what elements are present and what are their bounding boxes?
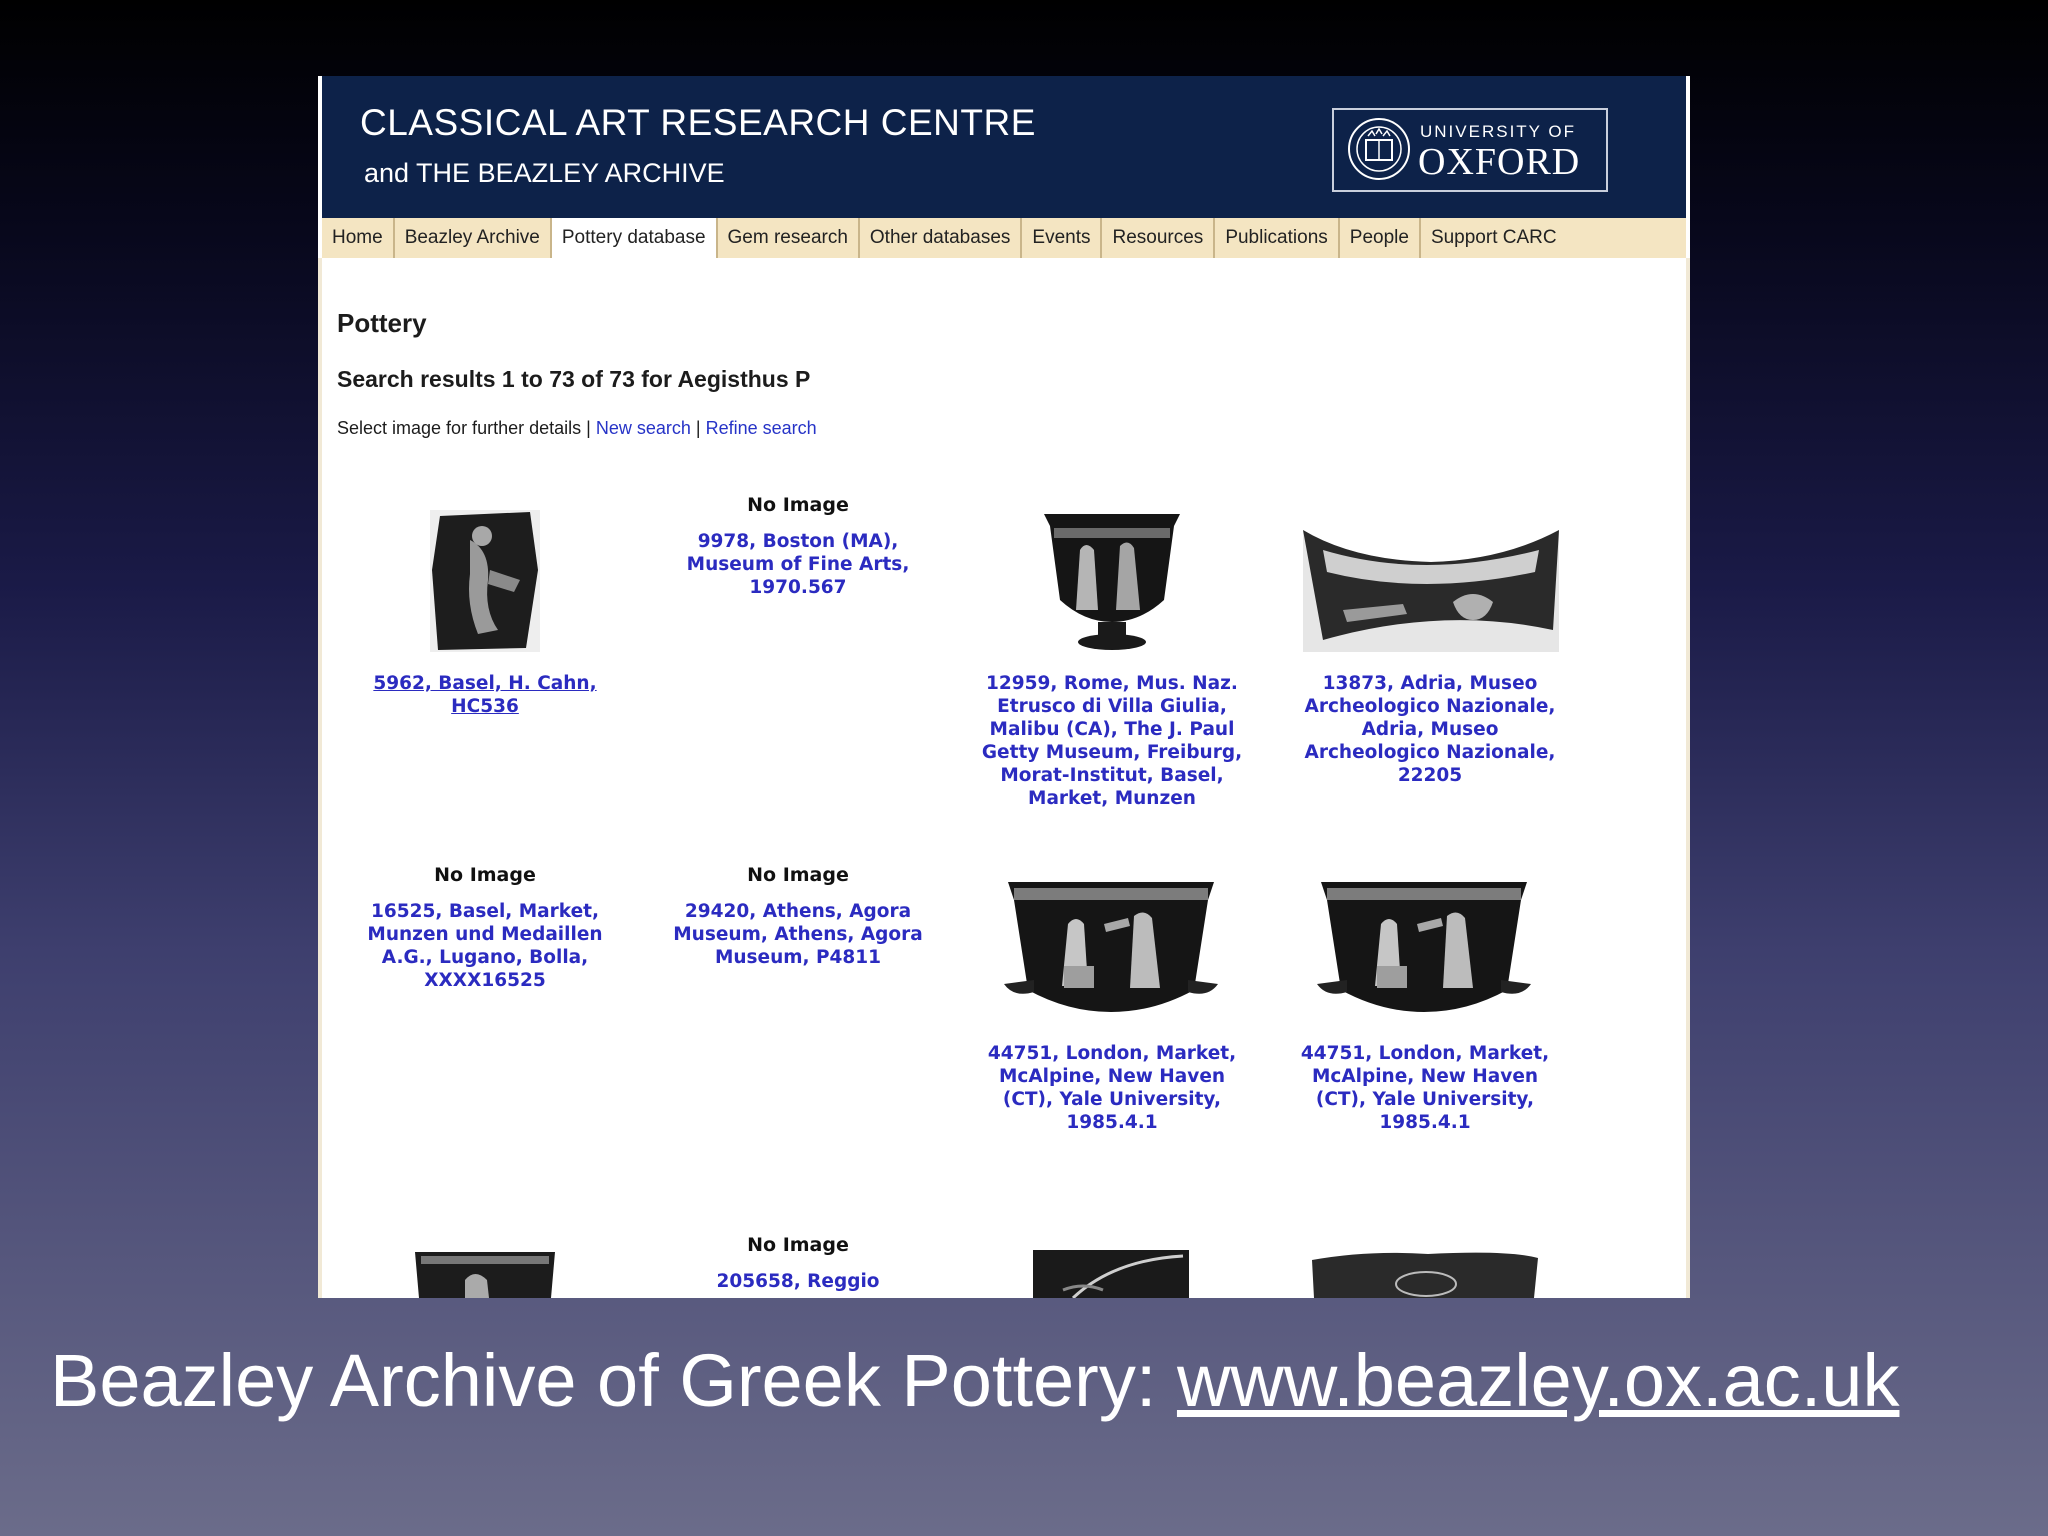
no-image-label: No Image bbox=[747, 494, 849, 516]
refine-search-link[interactable]: Refine search bbox=[705, 418, 817, 438]
result-cell bbox=[667, 494, 929, 599]
fragment-rim-image bbox=[1303, 510, 1559, 652]
site-banner bbox=[322, 76, 1686, 218]
site-title[interactable]: CLASSICAL ART RESEARCH CENTRE bbox=[360, 102, 1036, 143]
result-thumbnail[interactable] bbox=[415, 1250, 555, 1298]
separator: | bbox=[695, 418, 701, 438]
result-thumbnail[interactable] bbox=[1004, 880, 1218, 1022]
results-heading: Search results 1 to 73 of 73 for Aegisthus P bbox=[337, 366, 811, 392]
logo-oxford: OXFORD bbox=[1418, 141, 1581, 183]
site-subtitle: and THE BEAZLEY ARCHIVE bbox=[364, 158, 725, 188]
nav-support-carc[interactable]: Support CARC bbox=[1430, 227, 1557, 248]
result-thumbnail[interactable] bbox=[1308, 1250, 1542, 1298]
oxford-logo[interactable] bbox=[1332, 108, 1608, 192]
result-thumbnail[interactable] bbox=[1033, 1250, 1189, 1298]
result-cell bbox=[1294, 1042, 1556, 1134]
browser-screenshot bbox=[318, 76, 1690, 1298]
page-border-left bbox=[318, 258, 322, 1298]
page-border-right bbox=[1686, 258, 1690, 1298]
result-cell bbox=[981, 1042, 1243, 1134]
oxford-crest-icon bbox=[1346, 116, 1412, 182]
slide-caption bbox=[50, 1338, 1899, 1423]
result-link[interactable]: 16525, Basel, Market, Munzen und Medaillen A.G., Lugano, Bolla, XXXX16525 bbox=[367, 901, 603, 991]
result-cell bbox=[667, 864, 929, 969]
result-thumbnail[interactable] bbox=[1303, 510, 1559, 652]
nav-gem-research[interactable]: Gem research bbox=[718, 218, 860, 258]
separator: | bbox=[586, 418, 591, 438]
nav-events[interactable]: Events bbox=[1022, 218, 1102, 258]
result-cell bbox=[1299, 672, 1561, 787]
fragment-image bbox=[1308, 1250, 1542, 1298]
result-link[interactable]: 205658, Reggio bbox=[716, 1271, 880, 1292]
no-image-label: No Image bbox=[747, 864, 849, 886]
result-link[interactable]: 13873, Adria, Museo Archeologico Nazionale, Adria, Museo Archeologico Nazionale, 22205 bbox=[1304, 673, 1556, 786]
nav-beazley-archive[interactable]: Beazley Archive bbox=[395, 218, 552, 258]
result-cell bbox=[354, 672, 616, 718]
result-thumbnail[interactable] bbox=[430, 510, 540, 652]
result-thumbnail[interactable] bbox=[1040, 510, 1184, 652]
nav-people[interactable]: People bbox=[1340, 218, 1421, 258]
krater-image bbox=[1040, 510, 1184, 652]
result-link[interactable]: 29420, Athens, Agora Museum, Athens, Agora Museum, P4811 bbox=[673, 901, 923, 968]
instructions-line bbox=[337, 418, 817, 439]
fragment-image bbox=[430, 510, 540, 652]
page-title: Pottery bbox=[337, 308, 427, 338]
slide-caption-text: Beazley Archive of Greek Pottery: bbox=[50, 1339, 1177, 1422]
skyphos-image bbox=[1004, 880, 1218, 1022]
result-cell bbox=[354, 864, 616, 992]
nav-home[interactable]: Home bbox=[322, 218, 395, 258]
main-nav bbox=[322, 218, 1686, 258]
nav-other-databases[interactable]: Other databases bbox=[860, 218, 1022, 258]
cup-image bbox=[1033, 1250, 1189, 1298]
no-image-label: No Image bbox=[747, 1234, 849, 1256]
result-link[interactable]: 5962, Basel, H. Cahn, HC536 bbox=[373, 673, 597, 717]
skyphos-image bbox=[1317, 880, 1531, 1022]
result-thumbnail[interactable] bbox=[1317, 880, 1531, 1022]
new-search-link[interactable]: New search bbox=[595, 418, 691, 438]
result-cell bbox=[981, 672, 1243, 810]
vase-image bbox=[415, 1250, 555, 1298]
slide-caption-url[interactable]: www.beazley.ox.ac.uk bbox=[1176, 1339, 1900, 1422]
result-link[interactable]: 44751, London, Market, McAlpine, New Haven (CT), Yale University, 1985.4.1 bbox=[1300, 1043, 1550, 1133]
nav-resources[interactable]: Resources bbox=[1102, 218, 1215, 258]
instruction-text: Select image for further details bbox=[337, 418, 582, 438]
result-link[interactable]: 44751, London, Market, McAlpine, New Haven (CT), Yale University, 1985.4.1 bbox=[987, 1043, 1237, 1133]
result-cell bbox=[667, 1234, 929, 1293]
result-link[interactable]: 12959, Rome, Mus. Naz. Etrusco di Villa Giulia, Malibu (CA), The J. Paul Getty Museum, Freiburg, Morat-Institut, Basel, Market, Munzen bbox=[981, 673, 1243, 809]
result-link[interactable]: 9978, Boston (MA), Museum of Fine Arts, 1970.567 bbox=[686, 531, 910, 598]
logo-university-of: UNIVERSITY OF bbox=[1420, 122, 1577, 141]
nav-publications[interactable]: Publications bbox=[1215, 218, 1339, 258]
no-image-label: No Image bbox=[434, 864, 536, 886]
nav-pottery-database[interactable]: Pottery database bbox=[552, 218, 718, 258]
